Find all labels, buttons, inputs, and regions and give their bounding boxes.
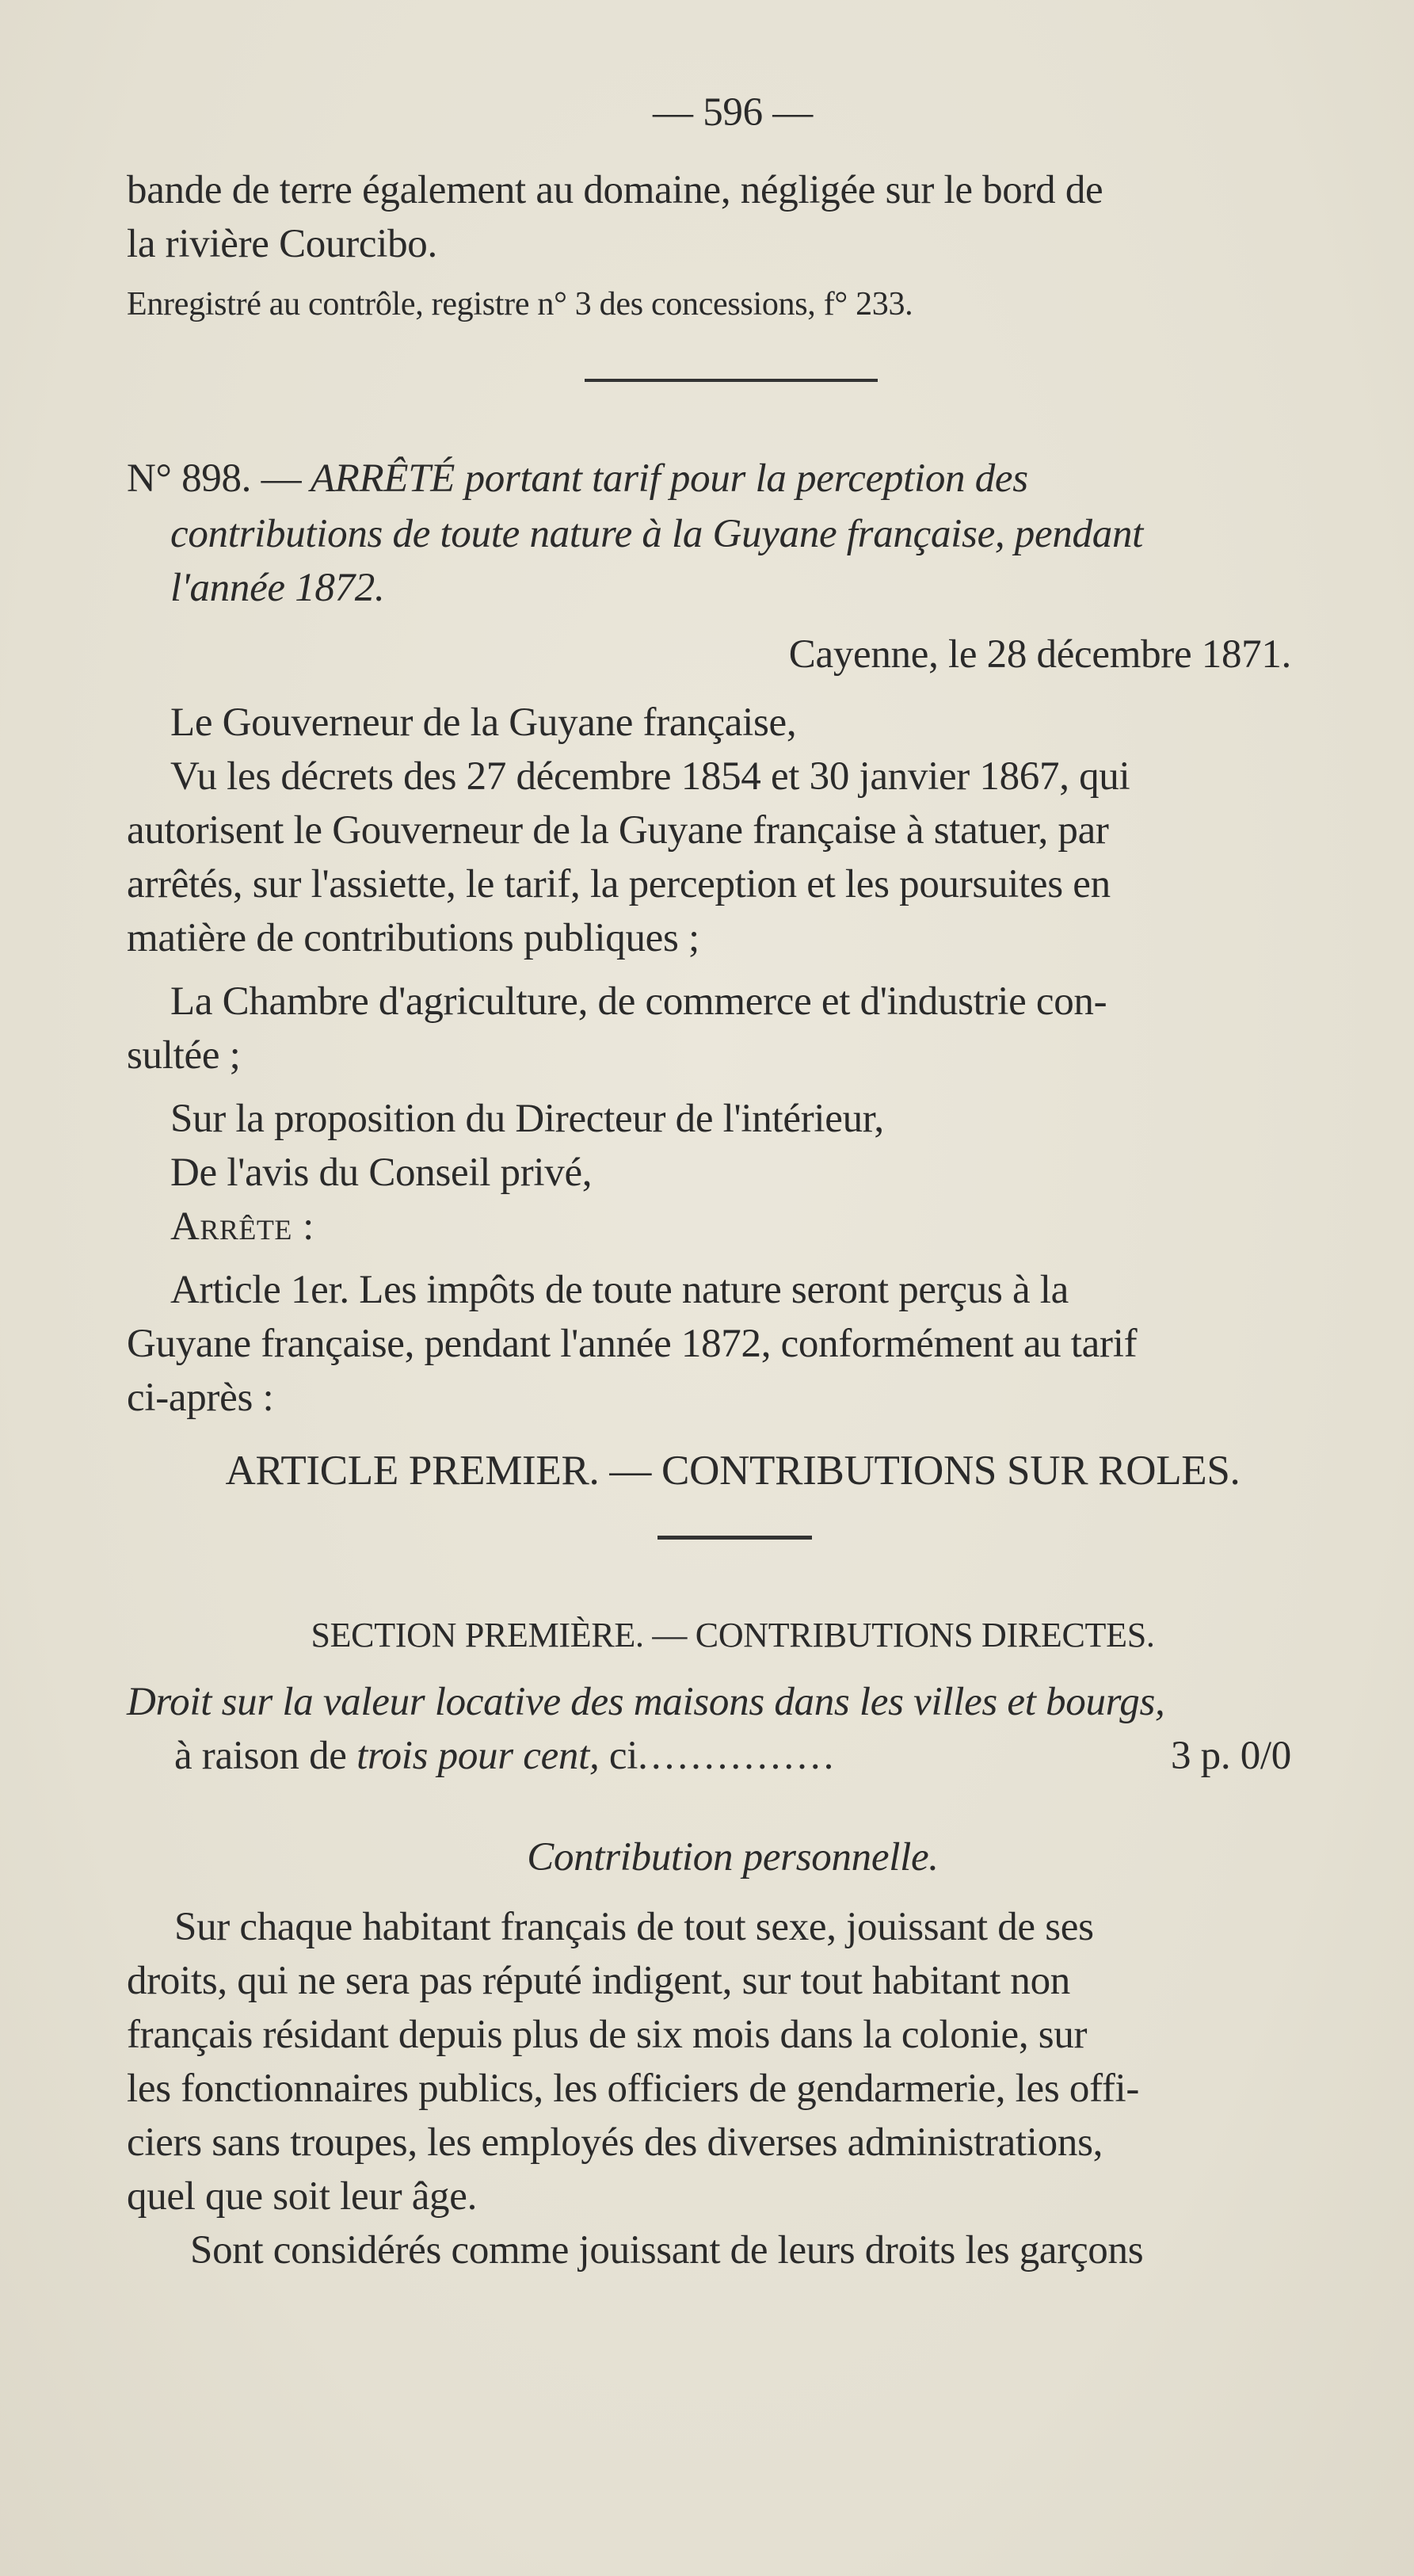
body-line-11: Article 1er. Les impôts de toute nature seront perçus à la <box>170 1268 1069 1312</box>
droit-rate-value: 3 p. 0/0 <box>1170 1734 1291 1778</box>
personnelle-line-2: droits, qui ne sera pas réputé indigent, sur tout habitant non <box>127 1959 1070 2003</box>
body-line-1: Le Gouverneur de la Guyane française, <box>170 700 797 745</box>
body-line-12: Guyane française, pendant l'année 1872, conformément au tarif <box>127 1322 1138 1366</box>
droit-rate-words: trois pour cent, <box>356 1734 600 1778</box>
intro-line-2: la rivière Courcibo. <box>127 222 437 266</box>
personnelle-line-5: ciers sans troupes, les employés des diverses administrations, <box>127 2120 1103 2165</box>
personnelle-line-4: les fonctionnaires publics, les officiers de gendarmerie, les offi- <box>127 2067 1140 2111</box>
body-line-6: La Chambre d'agriculture, de commerce et d'industrie con- <box>170 979 1107 1024</box>
body-line-8: Sur la proposition du Directeur de l'intérieur, <box>170 1097 884 1141</box>
separator-rule-2 <box>657 1536 812 1540</box>
article-heading: ARTICLE PREMIER. — CONTRIBUTIONS SUR ROLES. <box>225 1448 1241 1494</box>
page-number: — 596 — <box>653 90 813 135</box>
body-line-9: De l'avis du Conseil privé, <box>170 1151 593 1195</box>
body-line-3: autorisent le Gouverneur de la Guyane française à statuer, par <box>127 808 1109 853</box>
body-line-7: sultée ; <box>127 1033 241 1078</box>
body-line-2: Vu les décrets des 27 décembre 1854 et 30 janvier 1867, qui <box>170 754 1130 799</box>
personnelle-line-6: quel que soit leur âge. <box>127 2174 478 2219</box>
personnelle-line-3: français résidant depuis plus de six mois dans la colonie, sur <box>127 2013 1088 2057</box>
droit-prefix: à raison de <box>174 1734 357 1778</box>
droit-line-1: Droit sur la valeur locative des maisons dans les villes et bourgs, <box>127 1680 1165 1724</box>
arrete-title-line-3: l'année 1872. <box>170 566 385 610</box>
arrete-keyword: Arrête : <box>170 1204 314 1249</box>
arrete-title-line-1 <box>127 452 1339 506</box>
body-line-13: ci-après : <box>127 1376 274 1420</box>
droit-ci: ci <box>599 1734 638 1778</box>
droit-line-2 <box>174 1729 1331 1783</box>
arrete-number: N° 898. — <box>127 456 302 501</box>
registration-note: Enregistré au contrôle, registre n° 3 des concessions, f° 233. <box>127 286 913 322</box>
personnelle-line-7: Sont considérés comme jouissant de leurs droits les garçons <box>190 2228 1144 2273</box>
personnelle-line-1: Sur chaque habitant français de tout sexe, jouissant de ses <box>174 1905 1094 1949</box>
personnelle-heading: Contribution personnelle. <box>527 1835 939 1880</box>
separator-rule-1 <box>585 379 878 382</box>
body-line-5: matière de contributions publiques ; <box>127 916 699 960</box>
body-line-4: arrêtés, sur l'assiette, le tarif, la perception et les poursuites en <box>127 862 1111 906</box>
intro-line-1: bande de terre également au domaine, négligée sur le bord de <box>127 168 1103 212</box>
section-heading: SECTION PREMIÈRE. — CONTRIBUTIONS DIRECTES. <box>311 1616 1155 1654</box>
dot-leader: ............... <box>638 1734 837 1778</box>
place-date: Cayenne, le 28 décembre 1871. <box>788 632 1291 677</box>
arrete-title-line-2: contributions de toute nature à la Guyane française, pendant <box>170 512 1144 556</box>
arrete-title-start: ARRÊTÉ portant tarif pour la perception des <box>310 456 1028 501</box>
